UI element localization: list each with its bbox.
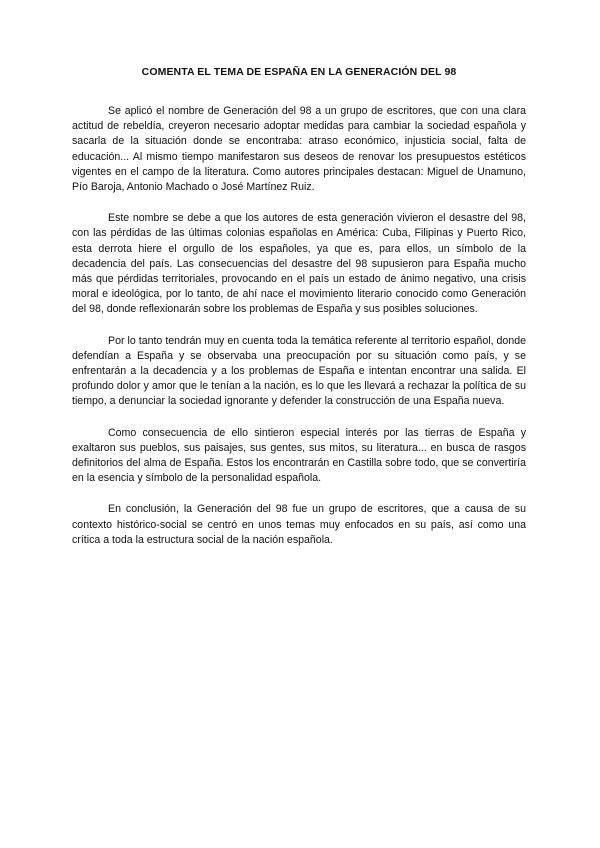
paragraph-castilla: Como consecuencia de ello sintieron especial interés por las tierras de España y exaltaron sus pueblos, sus paisajes, sus gentes, sus mitos, su literatura... en busca de rasgos definitorios del alma de España. Estos los encontrarán en Castilla sobre todo, que se convertiría en la esencia y símbolo de la personalidad española.: [72, 426, 526, 485]
paragraph-desastre: Este nombre se debe a que los autores de esta generación vivieron el desastre del 98, con las pérdidas de las últimas colonias españolas en América: Cuba, Filipinas y Puerto Rico, esta derrota hiere el orgullo de los españoles, ya que es, para ellos, un símbolo de la decadencia del país. Las consecuencias del desastre del 98 supusieron para España mucho más que pérdidas territoriales, provocando en el país un estado de ánimo negativo, una crisis moral e ideológica, por lo tanto, de ahí nace el movimiento literario conocido como Generación del 98, donde reflexionarán sobre los problemas de España y sus posibles soluciones.: [72, 212, 526, 316]
paragraph-conclusion: En conclusión, la Generación del 98 fue un grupo de escritores, que a causa de su contexto histórico-social se centró en unos temas muy enfocados en su país, así como una crítica a toda la estructura social de la nación española.: [72, 503, 526, 546]
document-title: COMENTA EL TEMA DE ESPAÑA EN LA GENERACIÓN DEL 98: [141, 66, 457, 78]
paragraph-tematica: Por lo tanto tendrán muy en cuenta toda la temática referente al territorio español, donde defendían a España y se observaba una preocupación por su situación como país, y se enfrentarán a la decadencia y a los problemas de España e intentan encontrar una salida. El profundo dolor y amor que le tenían a la nación, es lo que les llevará a rechazar la política de su tiempo, a denunciar la sociedad ignorante y defender la construcción de una España nueva.: [72, 334, 526, 408]
document-page: [72, 66, 526, 564]
paragraph-intro: Se aplicó el nombre de Generación del 98 a un grupo de escritores, que con una clara actitud de rebeldía, creyeron necesario adoptar medidas para cambiar la sociedad española y sacarla de la situación donde se encontraba: atraso económico, injusticia social, falta de educación... Al mismo tiempo manifestaron sus deseos de renovar los presupuestos estéticos vigentes en el campo de la literatura. Como autores principales destacan: Miguel de Unamuno, Pío Baroja, Antonio Machado o José Martínez Ruiz.: [72, 105, 526, 194]
